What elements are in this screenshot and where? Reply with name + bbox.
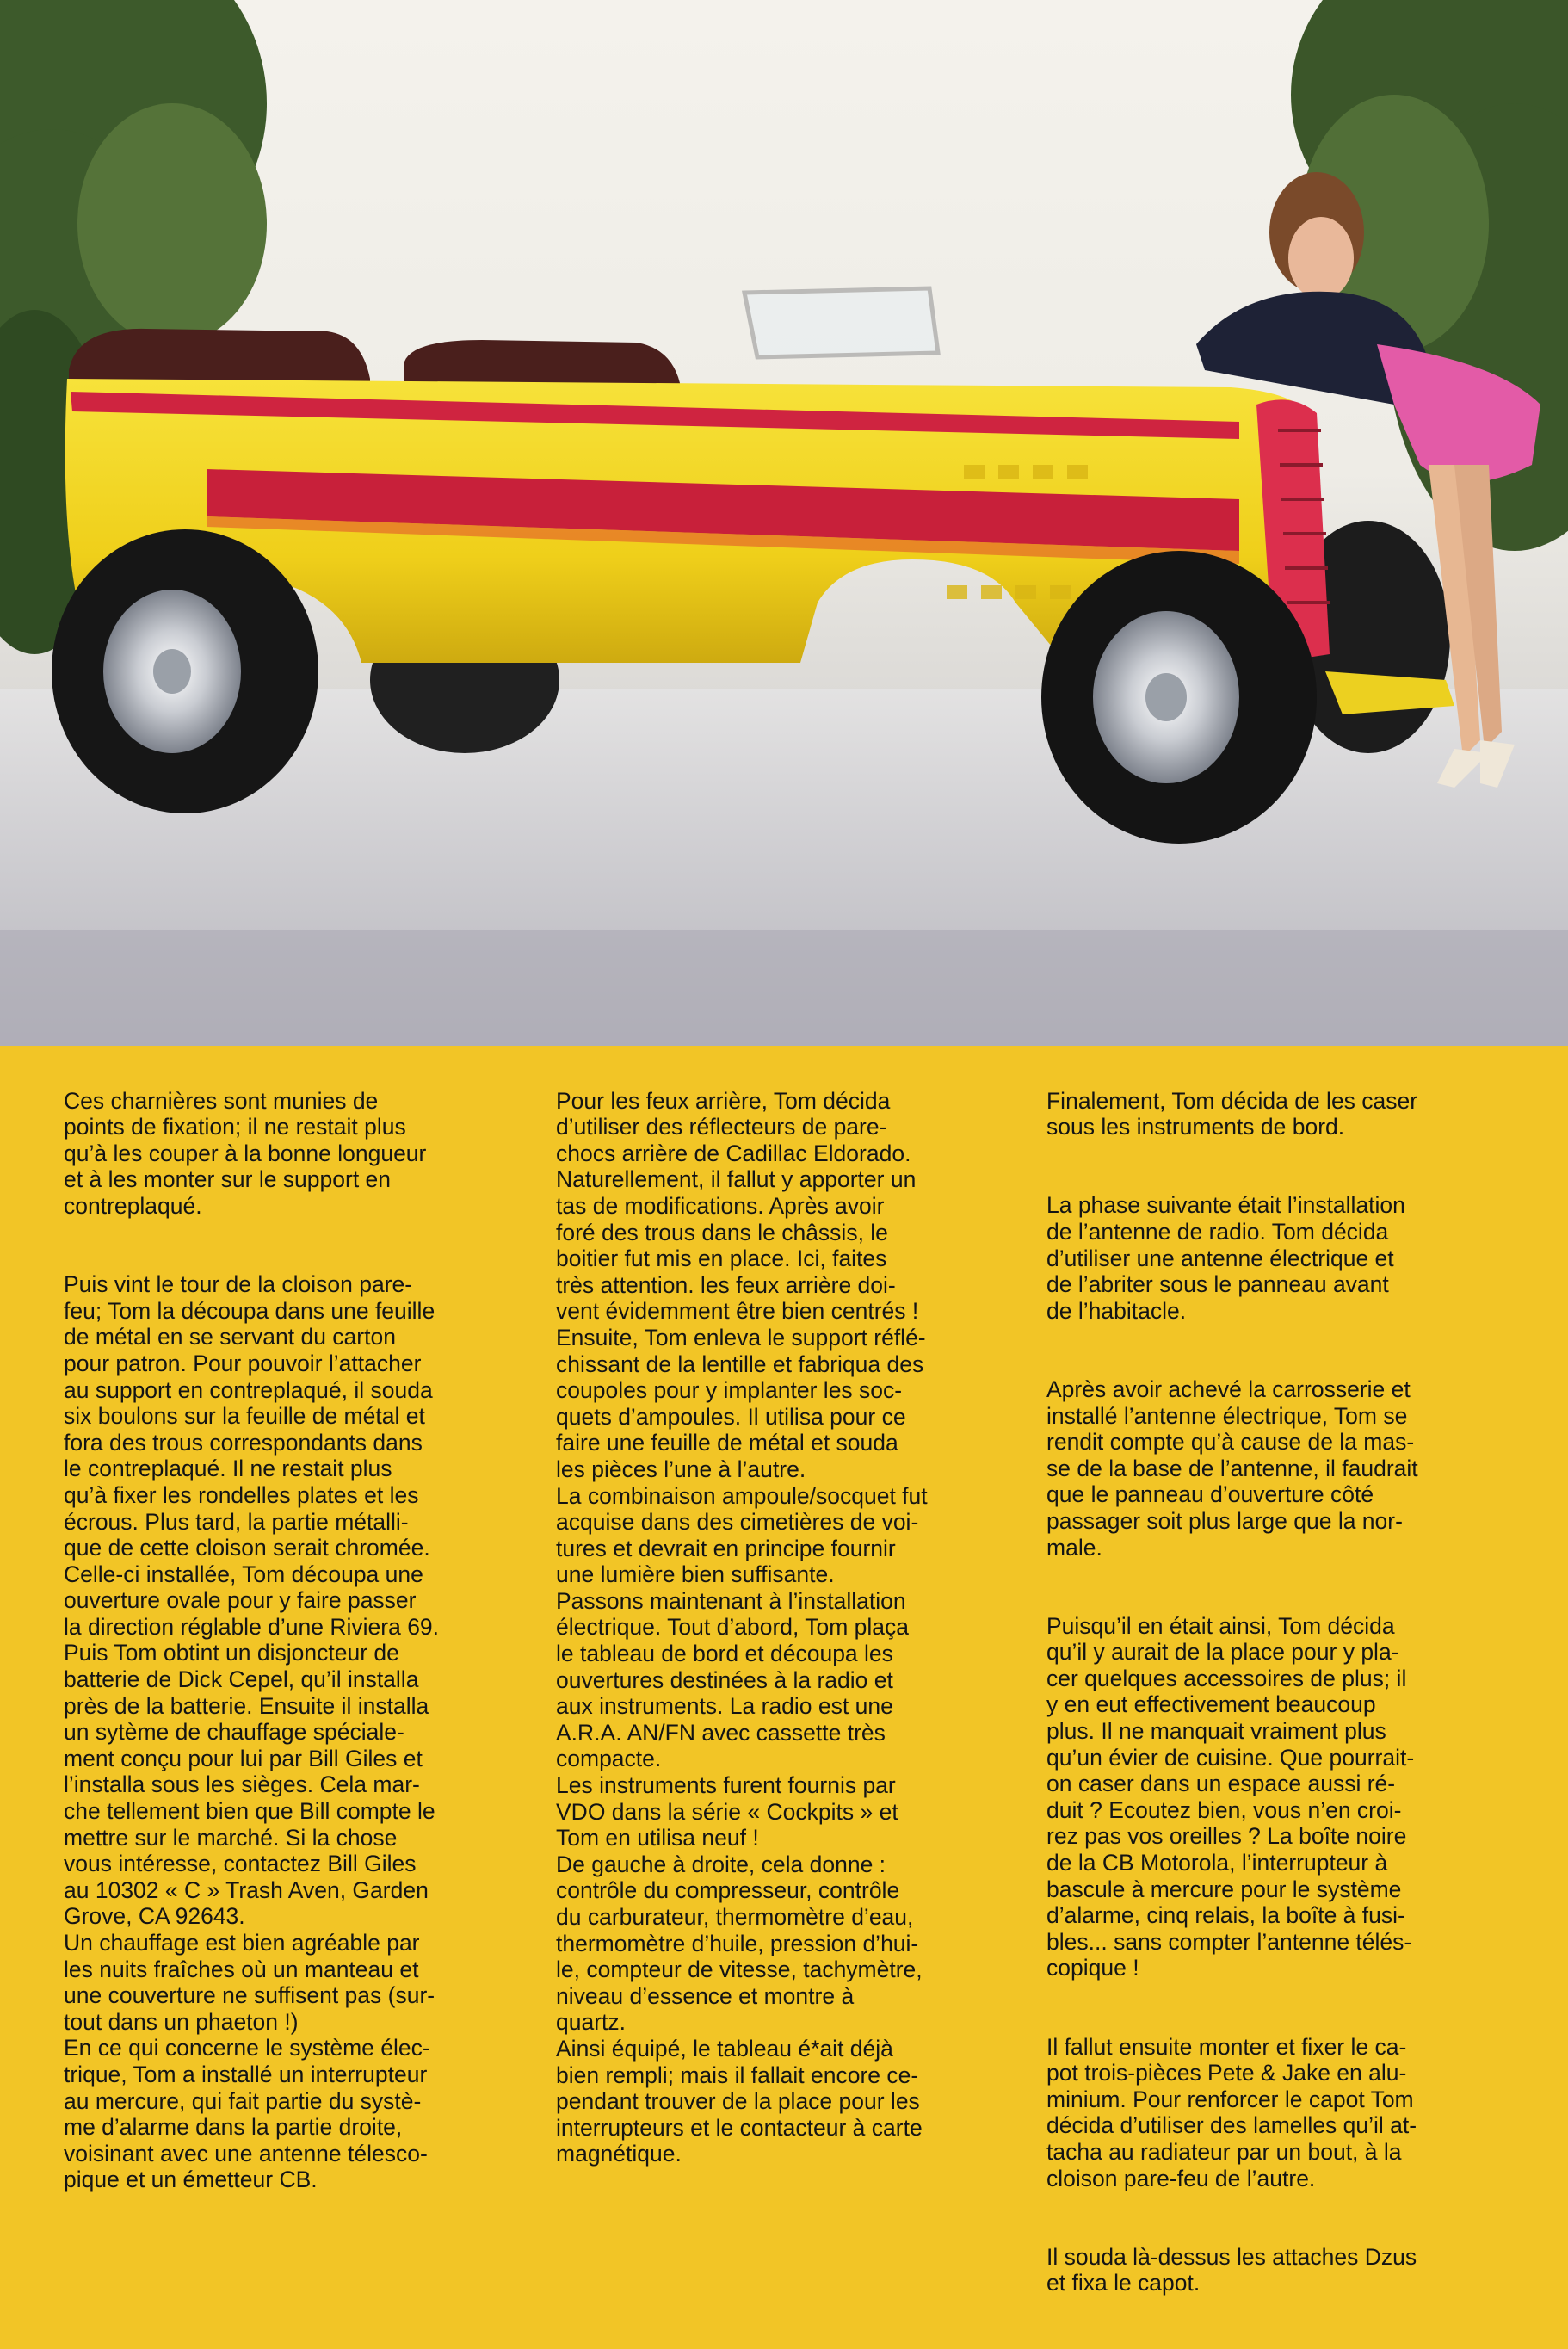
column-1-paragraph: Ces charnières sont munies de points de fixation; il ne restait plus qu’à les couper à la bonne longueur et à les monter sur le support en contreplaqué. <box>64 1087 427 1219</box>
column-1-paragraph: Puis vint le tour de la cloison pare- feu; Tom la découpa dans une feuille de métal en se servant du carton pour patron. Pour pouvoir l’attacher au support en contreplaqué, il souda six boulons sur la feuille de métal et fora des trous correspondants dans le contreplaqué. Il ne restait plus qu’à fixer les rondelles plates et les écrous. Plus tard, la partie métalli- que de cette cloison serait chromée. Celle-ci installée, Tom découpa une ouverture ovale pour y faire passer la direction réglable d’une Riviera 69. Puis Tom obtint un disjoncteur de batterie de Dick Cepel, qu’il installa près de la batterie. Ensuite il installa un sytème de chauffage spéciale- ment conçu pour lui par Bill Giles et l’installa sous les sièges. Cela mar- che tellement bien que Bill compte le mettre sur le marché. Si la chose vous intéresse, contactez Bill Giles au 10302 « C » Trash Aven, Garden Grove, CA 92643. Un chauffage est bien agréable par les nuits fraîches où un manteau et une couverture ne suffisent pas (sur- tout dans un phaeton !) En ce qui concerne le système élec- trique, Tom a installé un interrupteur au mercure, qui fait partie du systè- me d’alarme dans la partie droite, voisinant avec une antenne télesco- pique et un émetteur CB. <box>64 1271 440 2193</box>
column-3-paragraph: Puisqu’il en était ainsi, Tom décida qu’il y aurait de la place pour y pla- cer quelques accessoires de plus; il y en eut effectivement beaucoup plus. Il ne manquait vraiment plus qu’un évier de cuisine. Que pourrait- on caser dans un espace aussi ré- duit ? Ecoutez bien, vous n’en croi- rez pas vos oreilles ? La boîte noire de la CB Motorola, l’interrupteur à bascule à mercure pour le système d’alarme, cinq relais, la boîte à fusi- bles... sans compter l’antenne télés- copique ! <box>1046 1612 1415 1981</box>
column-3-paragraph: La phase suivante était l’installation de l’antenne de radio. Tom décida d’utiliser une antenne électrique et de l’abriter sous le panneau avant de l’habitacle. <box>1046 1192 1405 1324</box>
yellow-hot-rod-phaeton-photo-icon <box>0 0 1568 1046</box>
text-column-2 <box>556 1061 1021 2220</box>
column-3-paragraph: Il fallut ensuite monter et fixer le ca- pot trois-pièces Pete & Jake en alu- minium. Pour renforcer le capot Tom décida d’utiliser des lamelles qu’il at- tacha au radiateur par un bout, à la cloison pare-feu de l’autre. <box>1046 2033 1417 2191</box>
column-3-paragraph: Il souda là-dessus les attaches Dzus et fixa le capot. <box>1046 2243 1417 2296</box>
column-2-paragraph: Pour les feux arrière, Tom décida d’utiliser des réflecteurs de pare- chocs arrière de Cadillac Eldorado. Naturellement, il fallut y apporter un tas de modifications. Après avoir foré des trous dans le châssis, le boitier fut mis en place. Ici, faites très attention. les feux arrière doi- vent évidemment être bien centrés ! Ensuite, Tom enleva le support réflé- chissant de la lentille et fabriqua des coupoles pour y implanter les soc- quets d’ampoules. Il utilisa pour ce faire une feuille de métal et souda les pièces l’une à l’autre. La combinaison ampoule/socquet fut acquise dans des cimetières de voi- tures et devrait en principe fournir une lumière bien suffisante. Passons maintenant à l’installation électrique. Tout d’abord, Tom plaça le tableau de bord et découpa les ouvertures destinées à la radio et aux instruments. La radio est une A.R.A. AN/FN avec cassette très compacte. Les instruments furent fournis par VDO dans la série « Cockpits » et Tom en utilisa neuf ! De gauche à droite, cela donne : contrôle du compresseur, contrôle du carburateur, thermomètre d’eau, thermomètre d’huile, pression d’hui- le, compteur de vitesse, tachymètre, niveau d’essence et montre à quartz. Ainsi équipé, le tableau é*ait déjà bien rempli; mais il fallait encore ce- pendant trouver de la place pour les interrupteurs et le contacteur à carte magnétique. <box>556 1087 928 2167</box>
column-3-paragraph: Après avoir achevé la carrosserie et installé l’antenne électrique, Tom se rendit compte qu’à cause de la mas- se de la base de l’antenne, il faudrait que le panneau d’ouverture côté passager soit plus large que la nor- male. <box>1046 1375 1418 1561</box>
text-column-3 <box>1046 1061 1511 2349</box>
hot-rod-photo <box>0 0 1568 1046</box>
text-column-1 <box>64 1061 511 2246</box>
column-3-paragraph: Finalement, Tom décida de les caser sous les instruments de bord. <box>1046 1087 1418 1141</box>
